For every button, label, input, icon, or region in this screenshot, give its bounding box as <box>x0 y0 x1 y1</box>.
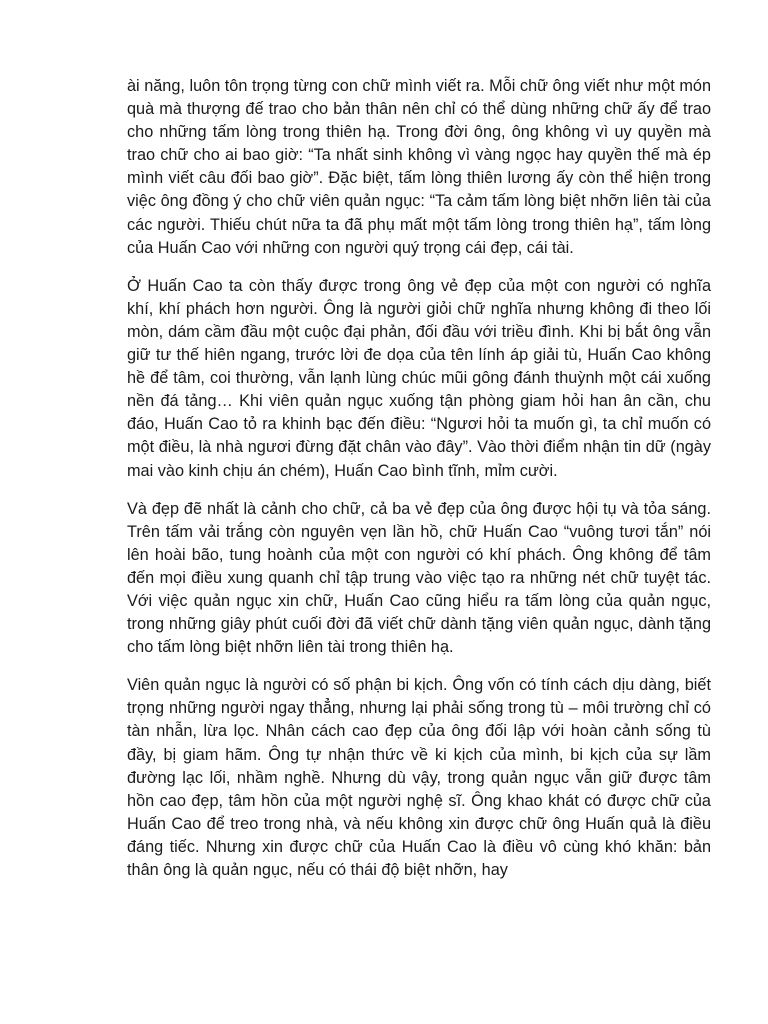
paragraph-1: ài năng, luôn tôn trọng từng con chữ mình viết ra. Mỗi chữ ông viết như một món quà mà thượng đế trao cho bản thân nên chỉ có thể dùng những chữ ấy để trao cho những tấm lòng trong thiên hạ. Trong đời ông, ông không vì uy quyền mà trao chữ cho ai bao giờ: “Ta nhất sinh không vì vàng ngọc hay quyền thế mà ép mình viết câu đối bao giờ”. Đặc biệt, tấm lòng thiên lương ấy còn thể hiện trong việc ông đồng ý cho chữ viên quản ngục: “Ta cảm tấm lòng biệt nhỡn liên tài của các người. Thiếu chút nữa ta đã phụ mất một tấm lòng trong thiên hạ”, tấm lòng của Huấn Cao với những con người quý trọng cái đẹp, cái tài. <box>127 77 711 257</box>
paragraph-4: Viên quản ngục là người có số phận bi kịch. Ông vốn có tính cách dịu dàng, biết trọng những người ngay thẳng, nhưng lại phải sống trong tù – môi trường chỉ có tàn nhẫn, lừa lọc. Nhân cách cao đẹp của ông đối lập với hoàn cảnh sống tù đầy, bị giam hãm. Ông tự nhận thức về ki kịch của mình, bi kịch của sự lầm đường lạc lối, nhầm nghề. Nhưng dù vậy, trong quản ngục vẫn giữ được tâm hồn cao đẹp, tâm hồn của một người nghệ sĩ. Ông khao khát có được chữ của Huấn Cao để treo trong nhà, và nếu không xin được chữ ông Huấn quả là điều đáng tiếc. Nhưng xin được chữ của Huấn Cao là điều vô cùng khó khăn: bản thân ông là quản ngục, nếu có thái độ biệt nhỡn, hay <box>127 676 711 879</box>
paragraph-3: Và đẹp đẽ nhất là cảnh cho chữ, cả ba vẻ đẹp của ông được hội tụ và tỏa sáng. Trên tấm vải trắng còn nguyên vẹn lần hồ, chữ Huấn Cao “vuông tươi tắn” nói lên hoài bão, tung hoành của một con người có khí phách. Ông không để tâm đến mọi điều xung quanh chỉ tập trung vào việc tạo ra những nét chữ tuyệt tác. Với việc quản ngục xin chữ, Huấn Cao cũng hiểu ra tấm lòng của quản ngục, trong những giây phút cuối đời đã viết chữ dành tặng viên quản ngục, dành tặng cho tấm lòng biệt nhỡn liên tài trong thiên hạ. <box>127 499 711 657</box>
document-body <box>127 75 711 897</box>
paragraph-2: Ở Huấn Cao ta còn thấy được trong ông vẻ đẹp của một con người có nghĩa khí, khí phách hơn người. Ông là người giỏi chữ nghĩa nhưng không đi theo lối mòn, dám cầm đầu một cuộc đại phản, đối đầu với triều đình. Khi bị bắt ông vẫn giữ tư thế hiên ngang, trước lời đe dọa của tên lính áp giải tù, Huấn Cao không hề để tâm, coi thường, vẫn lạnh lùng chúc mũi gông đánh thuỳnh một cái xuống nền đá tảng… Khi viên quản ngục xuống tận phòng giam hỏi han ân cần, chu đáo, Huấn Cao tỏ ra khinh bạc đến điều: “Ngươi hỏi ta muốn gì, ta chỉ muốn có một điều, là nhà ngươi đừng đặt chân vào đây”. Vào thời điểm nhận tin dữ (ngày mai vào kinh chịu án chém), Huấn Cao bình tĩnh, mỉm cười. <box>127 276 711 480</box>
